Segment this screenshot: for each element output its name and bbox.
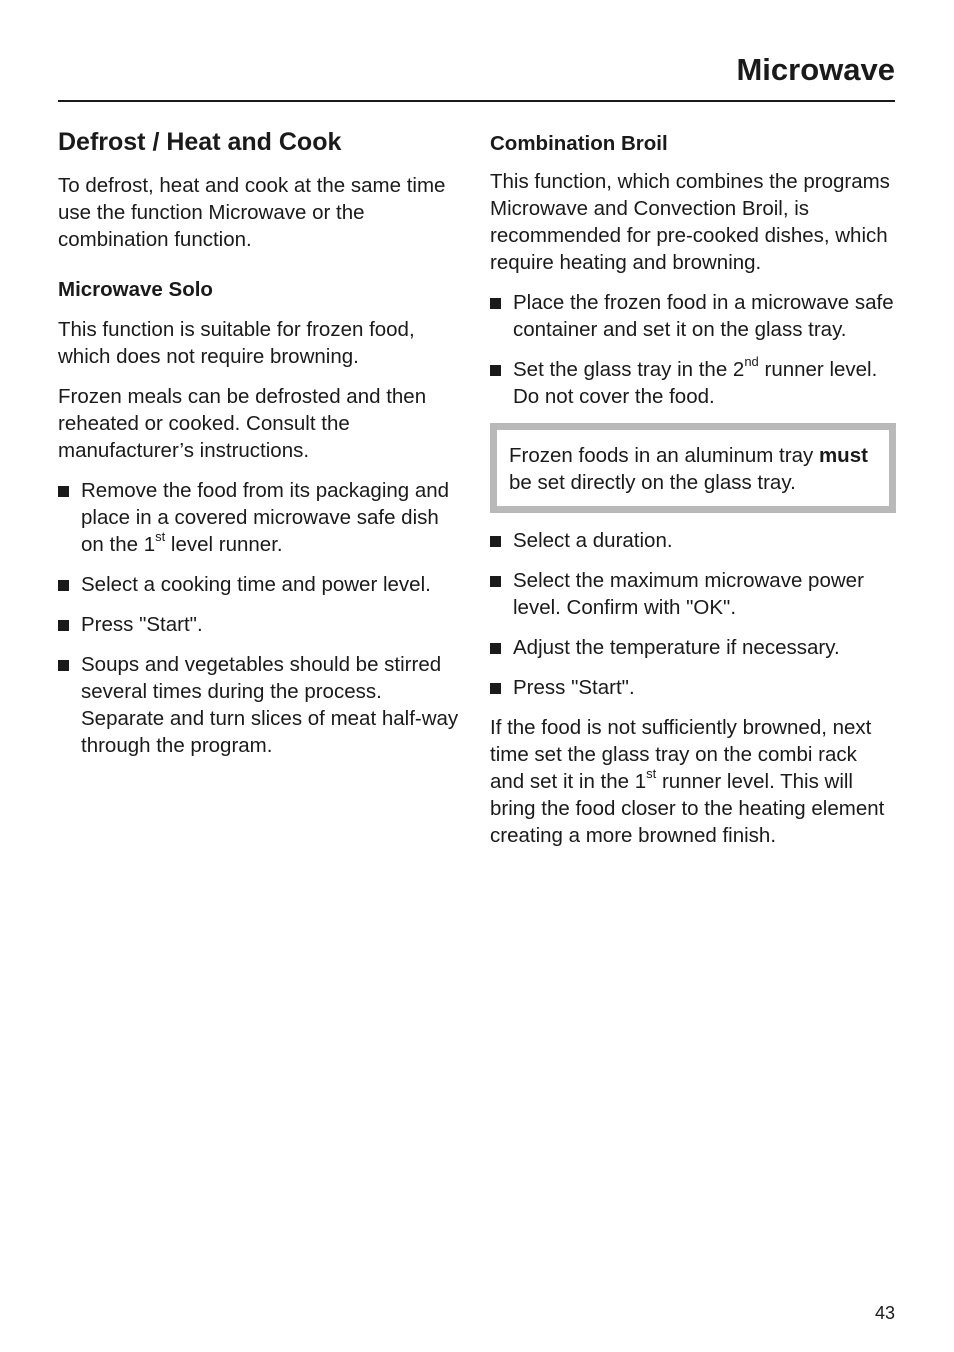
browning-tip-paragraph (490, 714, 896, 849)
step-text-end: level runner. (165, 533, 283, 556)
section-title: Defrost / Heat and Cook (58, 128, 342, 156)
list-item (58, 611, 460, 638)
intro-paragraph: To defrost, heat and cook at the same time use the function Microwave or the combination function. (58, 174, 446, 251)
square-bullet-icon (490, 365, 501, 376)
combination-broil-steps-a (490, 289, 896, 410)
microwave-solo-defrost-note: Frozen meals can be defrosted and then reheated or cooked. Consult the manufacturer’s instructions. (58, 385, 427, 462)
list-item (58, 477, 460, 558)
step-text: Press "Start". (513, 676, 635, 699)
note-emphasis: must (818, 444, 868, 467)
square-bullet-icon (490, 643, 501, 654)
square-bullet-icon (58, 486, 69, 497)
step-text: Select a cooking time and power level. (81, 573, 431, 596)
list-item (490, 674, 896, 701)
step-text-end: runner level. Do not cover the food. (513, 358, 878, 408)
ordinal-suffix: st (155, 529, 166, 545)
list-item (490, 527, 896, 554)
step-text: Adjust the temperature if necessary. (513, 636, 840, 659)
microwave-solo-heading: Microwave Solo (58, 278, 213, 301)
list-item (490, 289, 896, 343)
step-text: Set the glass tray in the 2 (513, 358, 745, 381)
microwave-solo-steps (58, 477, 460, 759)
combination-broil-intro: This function, which combines the programs Microwave and Convection Broil, is recommended for pre-cooked dishes, which require heating and browning. (490, 170, 890, 274)
list-item (490, 634, 896, 661)
ordinal-suffix: nd (744, 354, 759, 370)
step-text: Place the frozen food in a microwave safe container and set it on the glass tray. (513, 291, 894, 341)
step-text: Press "Start". (81, 613, 203, 636)
tip-text-end: runner level. This will bring the food closer to the heating element creating a more browned finish. (490, 770, 885, 847)
square-bullet-icon (58, 620, 69, 631)
square-bullet-icon (490, 536, 501, 547)
square-bullet-icon (490, 576, 501, 587)
warning-note-text (509, 442, 875, 496)
left-column (58, 124, 460, 772)
step-text: Remove the food from its packaging and place in a covered microwave safe dish on the 1 (81, 479, 450, 556)
list-item (58, 571, 460, 598)
list-item (490, 356, 896, 410)
square-bullet-icon (58, 660, 69, 671)
note-text-start: Frozen foods in an aluminum tray (509, 444, 819, 467)
right-column (490, 124, 896, 862)
step-text-continued: Separate and turn slices of meat half-way through the program. (81, 707, 459, 757)
step-text: Soups and vegetables should be stirred several times during the process. (81, 653, 442, 703)
list-item (58, 651, 460, 759)
combination-broil-heading: Combination Broil (490, 132, 668, 155)
square-bullet-icon (58, 580, 69, 591)
page-number: 43 (874, 1303, 895, 1323)
note-text-end: be set directly on the glass tray. (509, 471, 796, 494)
step-text: Select a duration. (513, 529, 673, 552)
square-bullet-icon (490, 298, 501, 309)
list-item (490, 567, 896, 621)
ordinal-suffix: st (646, 766, 657, 782)
combination-broil-steps-b (490, 527, 896, 701)
tip-text: If the food is not sufficiently browned, next time set the glass tray on the combi rack and set it in the 1 (490, 716, 872, 793)
step-text: Select the maximum microwave power level. Confirm with "OK". (513, 569, 864, 619)
square-bullet-icon (490, 683, 501, 694)
header-divider (58, 100, 895, 102)
page-title: Microwave (736, 52, 895, 87)
warning-note-box (490, 423, 896, 513)
microwave-solo-description: This function is suitable for frozen food, which does not require browning. (58, 318, 415, 368)
